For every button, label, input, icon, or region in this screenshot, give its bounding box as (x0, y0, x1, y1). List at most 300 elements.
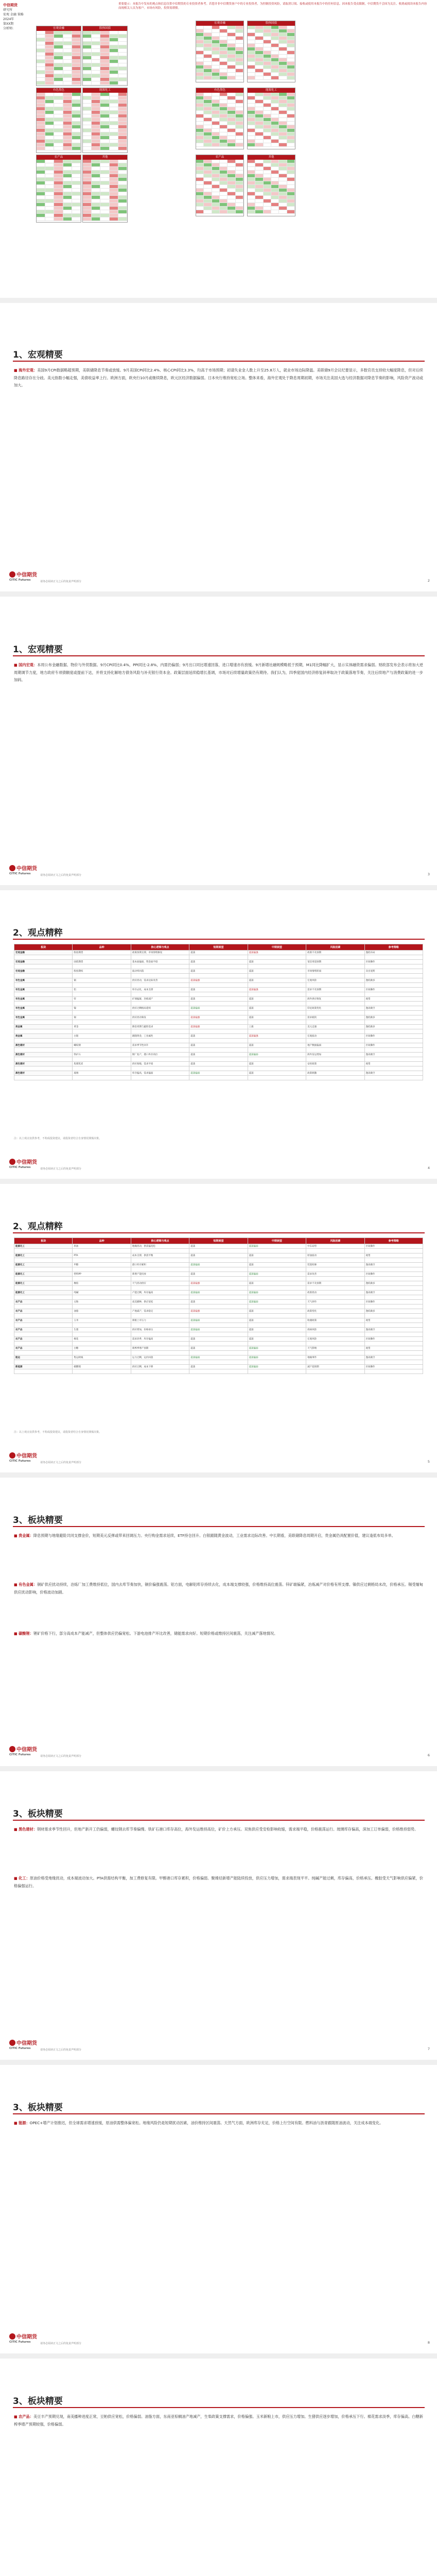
mini-table-cell (196, 178, 204, 181)
table-cell-empty (248, 964, 306, 969)
table-cell: 震荡 (248, 1309, 306, 1314)
mini-table-cell (248, 136, 255, 139)
mini-table-header: 能源化工 (83, 88, 127, 93)
mini-table-cell (196, 62, 204, 65)
mini-table-cell (63, 210, 72, 213)
mini-table-cell (72, 132, 81, 135)
mini-table-cell (83, 136, 92, 139)
section-heading: 3、板块精要 (13, 2396, 63, 2406)
table-cell: 市场情绪转弱 (306, 969, 364, 974)
mini-table-row (248, 69, 295, 73)
table-cell: 震荡偏弱 (189, 1263, 248, 1267)
sector-paragraph (14, 1875, 423, 1890)
table-cell: 震荡偏强 (248, 951, 306, 955)
table-cell: 能源化工 (14, 1272, 73, 1277)
mini-table-cell (37, 114, 45, 117)
mini-table-cell (37, 107, 45, 110)
table-cell: 农产品 (14, 1328, 73, 1332)
table-cell-empty (248, 974, 306, 978)
table-cell: 政策预期支撑，市场情绪修复 (131, 951, 189, 955)
table-cell-empty (73, 974, 131, 978)
table-cell-empty (131, 974, 189, 978)
table-cell-empty (248, 1304, 306, 1309)
mini-table-cell (287, 132, 295, 135)
mini-table-cell (45, 56, 54, 59)
mini-table-cell (212, 104, 220, 107)
mini-table-cell (271, 181, 279, 184)
mini-table-cell (236, 96, 243, 99)
mini-table-cell (228, 40, 235, 43)
mini-table-cell (271, 174, 279, 177)
mini-table-cell (279, 51, 287, 54)
mini-table-row (83, 60, 127, 63)
mini-table-row (37, 167, 81, 171)
mini-table-row (196, 44, 243, 47)
mini-table-cell (220, 69, 228, 72)
mini-table-cell (279, 96, 287, 99)
table-row (14, 969, 423, 974)
mini-table-cell (37, 203, 45, 206)
mini-table-cell (255, 40, 263, 43)
mini-table-cell (110, 171, 118, 174)
mini-table-cell (255, 114, 263, 117)
mini-table-row (37, 104, 81, 107)
table-row-spacer (14, 1295, 423, 1300)
mini-table-cell (204, 129, 212, 132)
mini-table-cell (212, 93, 220, 96)
table-cell: 印尼政策变化 (306, 1006, 364, 1011)
mini-table-row (37, 210, 81, 214)
mini-table-cell (100, 56, 109, 59)
mini-table-cell (271, 96, 279, 99)
table-row (14, 1244, 423, 1249)
mini-table-cell (255, 167, 263, 170)
table-cell: 震荡 (189, 1365, 248, 1369)
mini-table-cell (279, 136, 287, 139)
mini-table-cell (212, 181, 220, 184)
mini-table-row (196, 40, 243, 44)
page-sector-1 (0, 1478, 437, 1766)
mini-table-cell (45, 104, 54, 107)
bullet-icon: ■ (14, 1533, 19, 1538)
mini-table-row (248, 174, 295, 178)
mini-table-cell (37, 49, 45, 52)
mini-table-cell (37, 60, 45, 63)
mini-table-cell (248, 73, 255, 76)
mini-table-cell (72, 42, 81, 45)
paragraph-lead: 化工： (19, 1876, 30, 1880)
mini-table-cell (110, 217, 118, 221)
mini-table-cell (271, 167, 279, 170)
mini-table-cell (264, 199, 271, 202)
mini-table-cell (37, 178, 45, 181)
mini-table-cell (236, 37, 243, 40)
table-cell: 需求疲软 (306, 1015, 364, 1020)
mini-table-cell (279, 100, 287, 103)
mini-table-header: 宏观金融 (196, 21, 243, 26)
table-cell: 股指期权 (73, 969, 131, 974)
table-cell: 贵金属 (14, 1034, 73, 1039)
mini-table-cell (63, 53, 72, 56)
mini-table-cell (212, 100, 220, 103)
mini-table-cell (45, 132, 54, 135)
table-cell: 有色金属 (14, 997, 73, 1002)
mini-table-row (37, 96, 81, 100)
mini-table-cell (204, 136, 212, 139)
table-cell-empty (364, 1314, 423, 1318)
footer-disclaimer-note: 请务必阅读正文之后的免责声明部分 (40, 1755, 82, 1758)
mini-table-row (248, 207, 295, 210)
mini-table-cell (110, 107, 118, 110)
mini-table-cell (100, 81, 109, 84)
table-row-spacer (14, 1002, 423, 1006)
mini-table-row (248, 37, 295, 40)
mini-table-row (248, 40, 295, 44)
table-row-spacer (14, 1267, 423, 1272)
mini-table-cell (83, 42, 92, 45)
mini-table-cell (196, 140, 204, 143)
citic-logo (9, 1745, 37, 1758)
mini-table-cell (83, 31, 92, 34)
table-row-spacer (14, 1048, 423, 1053)
table-cell: 宏观金融 (14, 960, 73, 964)
mini-table-cell (264, 104, 271, 107)
mini-table-cell (204, 26, 212, 29)
table-cell: 震荡 (189, 1337, 248, 1342)
mini-table-cell (264, 29, 271, 32)
mini-table-row (83, 214, 127, 217)
mini-table-cell (110, 192, 118, 195)
mini-table-cell (271, 132, 279, 135)
page-separator (0, 885, 437, 890)
mini-table-cell (196, 100, 204, 103)
mini-table-cell (54, 136, 63, 139)
mini-table-row (83, 63, 127, 67)
mini-table-cell (100, 136, 109, 139)
table-cell: 区间操作 (364, 960, 423, 964)
table-cell: 黄金 (73, 1025, 131, 1029)
table-cell: 铝 (73, 988, 131, 992)
mini-table-cell (37, 53, 45, 56)
mini-table-cell (118, 45, 127, 48)
mini-table-cell (236, 33, 243, 36)
mini-table-cell (72, 181, 81, 184)
mini-table-cell (83, 129, 92, 132)
mini-table-row (196, 93, 243, 96)
mini-table-cell (212, 143, 220, 146)
mini-table-cell (248, 192, 255, 195)
mini-table-row (37, 132, 81, 136)
table-cell: 震荡 (248, 978, 306, 983)
mini-table-row (37, 181, 81, 185)
table-row (14, 1328, 423, 1332)
table-cell: 震荡 (189, 988, 248, 992)
table-cell: 中东局势 (306, 1244, 364, 1249)
mini-table-cell (196, 93, 204, 96)
mini-table-cell (196, 192, 204, 195)
mini-table-cell (212, 29, 220, 32)
table-cell-empty (189, 1020, 248, 1025)
table-cell: 成本支撑，供需平衡 (131, 1253, 189, 1258)
mini-table-cell (118, 178, 127, 181)
mini-table-cell (54, 49, 63, 52)
mini-table-row (196, 118, 243, 122)
mini-table-row (83, 189, 127, 192)
mini-table-cell (271, 40, 279, 43)
mini-table-cell (72, 122, 81, 125)
mini-table-cell (54, 189, 63, 192)
mini-table-cell (212, 171, 220, 174)
table-cell: 橡胶 (73, 1281, 131, 1286)
mini-table-cell (228, 47, 235, 50)
table-cell-empty (364, 1286, 423, 1291)
table-cell-empty (364, 974, 423, 978)
logo-text-en: CITIC Futures (9, 579, 31, 582)
mini-table-cell (63, 203, 72, 206)
mini-table-cell (220, 111, 228, 114)
table-cell: 基本面偏弱，资金面平稳 (131, 960, 189, 964)
mini-table-cell (110, 111, 118, 114)
section-rule (13, 361, 425, 362)
mini-table-cell (118, 181, 127, 184)
table-cell: 港口库存累积 (131, 1263, 189, 1267)
table-cell: 矿端偏紧，冶炼减产 (131, 997, 189, 1002)
sector-paragraph (14, 1630, 423, 1638)
mini-table-row (196, 132, 243, 136)
mini-table-cell (271, 37, 279, 40)
mini-table-cell (279, 69, 287, 72)
table-cell: 区间操作 (364, 1034, 423, 1039)
page-sector-4 (0, 2359, 437, 2576)
mini-table-cell (212, 26, 220, 29)
table-cell: 政策刺激 (306, 1071, 364, 1076)
mini-table-cell (287, 140, 295, 143)
mini-table-row (37, 56, 81, 60)
mini-table-cell (100, 78, 109, 81)
mini-table-cell (37, 167, 45, 170)
mini-table-cell (212, 163, 220, 166)
table-cell-empty (131, 1258, 189, 1263)
mini-table-cell (45, 74, 54, 77)
mini-table-cell (212, 111, 220, 114)
table-cell: 铜 (73, 978, 131, 983)
mini-table-cell (204, 181, 212, 184)
table-cell-empty (306, 1295, 364, 1300)
mini-table-cell (63, 196, 72, 199)
mini-table-cell (236, 93, 243, 96)
mini-table-cell (279, 107, 287, 110)
mini-table-cell (255, 73, 263, 76)
mini-table-cell (92, 143, 100, 146)
mini-table-cell (271, 210, 279, 213)
table-cell-empty (248, 992, 306, 997)
mini-table-row (196, 163, 243, 167)
mini-table-cell (264, 51, 271, 54)
table-cell-empty (248, 1020, 306, 1025)
mini-table-row (83, 210, 127, 214)
table-row (14, 1015, 423, 1020)
mini-table-cell (83, 147, 92, 150)
mini-table-cell (72, 74, 81, 77)
mini-table-cell (287, 37, 295, 40)
table-cell: 供应扰动频发 (131, 1015, 189, 1020)
footer-disclaimer-note: 请务必阅读正文之后的免责声明部分 (40, 580, 82, 583)
mini-table-cell (83, 71, 92, 74)
mini-table-cell (236, 76, 243, 79)
mini-table-cell (83, 132, 92, 135)
mini-table-cell (54, 118, 63, 121)
mini-table-row (248, 185, 295, 189)
table-cell: 震荡 (189, 1062, 248, 1066)
mini-table-cell (110, 163, 118, 166)
mini-table-cell (264, 140, 271, 143)
mini-table-cell (45, 118, 54, 121)
mini-table-row (83, 132, 127, 136)
mini-table-cell (37, 160, 45, 163)
mini-table-row (37, 196, 81, 199)
table-cell: 逢高做空 (364, 1071, 423, 1076)
cover-side-info (3, 3, 28, 31)
cover-mini-table (82, 155, 128, 223)
mini-table-cell (287, 196, 295, 199)
mini-table-cell (110, 199, 118, 202)
mini-table-cell (264, 37, 271, 40)
table-cell-empty (73, 1249, 131, 1253)
mini-table-cell (37, 38, 45, 41)
mini-table-cell (255, 203, 263, 206)
table-cell: 震荡 (189, 1034, 248, 1039)
mini-table-cell (45, 147, 54, 150)
mini-table-cell (248, 26, 255, 29)
cover-mini-table (247, 155, 295, 216)
mini-table-row (37, 185, 81, 189)
table-cell-empty (364, 1295, 423, 1300)
table-cell: 区间操作 (364, 988, 423, 992)
mini-table-cell (118, 143, 127, 146)
mini-table-cell (287, 26, 295, 29)
citic-logo (9, 864, 37, 877)
mini-table-row (248, 93, 295, 96)
mini-table-cell (228, 140, 235, 143)
table-cell: 国债期货 (73, 960, 131, 964)
section-rule (13, 2407, 425, 2408)
mini-table-cell (287, 163, 295, 166)
mini-table-cell (45, 111, 54, 114)
table-row-spacer (14, 1304, 423, 1309)
table-cell-empty (189, 1057, 248, 1062)
mini-table-cell (196, 47, 204, 50)
table-cell: 供应收缩，需求平稳 (131, 1062, 189, 1066)
mini-table-cell (220, 51, 228, 54)
mini-table-cell (236, 192, 243, 195)
table-cell-empty (189, 1304, 248, 1309)
table-cell: 波动率回落 (131, 969, 189, 974)
table-cell: 能源化工 (14, 1291, 73, 1295)
mini-table-cell (279, 33, 287, 36)
mini-table-cell (279, 47, 287, 50)
table-cell: 逢低做多 (364, 978, 423, 983)
mini-table-cell (54, 167, 63, 170)
mini-table-cell (212, 189, 220, 192)
table-cell-empty (14, 1057, 73, 1062)
mini-table-row (196, 210, 243, 214)
table-cell-empty (248, 1249, 306, 1253)
mini-table-cell (83, 181, 92, 184)
paragraph-lead: 碳酸锂： (19, 1631, 33, 1636)
mini-table-row (196, 47, 243, 51)
table-cell: 宏观金融 (14, 969, 73, 974)
mini-table-cell (204, 111, 212, 114)
mini-table-cell (220, 196, 228, 199)
mini-table-cell (196, 65, 204, 69)
mini-table-cell (100, 111, 109, 114)
mini-table-cell (248, 114, 255, 117)
table-cell: 供应增加，价格承压 (131, 1328, 189, 1332)
mini-table-cell (196, 181, 204, 184)
mini-table-cell (196, 125, 204, 128)
mini-table-cell (110, 31, 118, 34)
bullet-icon: ■ (14, 2121, 19, 2125)
mini-table-cell (220, 26, 228, 29)
mini-table-cell (236, 29, 243, 32)
mini-table-cell (271, 199, 279, 202)
table-cell-empty (131, 1369, 189, 1374)
table-cell: 白糖 (73, 1346, 131, 1351)
mini-table-row (196, 51, 243, 55)
table-cell-empty (248, 1029, 306, 1034)
mini-table-cell (92, 114, 100, 117)
mini-table-cell (37, 35, 45, 38)
mini-table-cell (54, 122, 63, 125)
mini-table-row (196, 65, 243, 69)
table-cell: 海外发运增加 (306, 1053, 364, 1057)
mini-table-cell (212, 167, 220, 170)
mini-table-cell (37, 71, 45, 74)
mini-table-cell (118, 93, 127, 96)
mini-table-cell (110, 214, 118, 217)
table-cell: 库存去化，成本支撑 (131, 988, 189, 992)
mini-table-cell (196, 51, 204, 54)
mini-table-cell (236, 181, 243, 184)
table-cell: 库存偏高，需求偏弱 (131, 1071, 189, 1076)
mini-table-cell (100, 203, 109, 206)
cover-mini-table (36, 155, 81, 223)
mini-table-row (248, 132, 295, 136)
table-header-cell: 短期展望 (189, 944, 248, 951)
table-cell-empty (189, 1314, 248, 1318)
mini-table-cell (212, 55, 220, 58)
mini-table-cell (110, 93, 118, 96)
page-number: 6 (427, 1753, 430, 1757)
mini-table-cell (63, 174, 72, 177)
cover-side-line: 2024年 (3, 18, 14, 21)
mini-table-cell (45, 199, 54, 202)
footer-disclaimer-note: 请务必阅读正文之后的免责声明部分 (40, 1167, 82, 1171)
mini-table-row (83, 140, 127, 143)
mini-table-cell (212, 132, 220, 135)
mini-table-cell (196, 111, 204, 114)
mini-table-cell (255, 51, 263, 54)
footer-disclaimer-note: 请务必阅读正文之后的免责声明部分 (40, 874, 82, 877)
mini-table-cell (63, 42, 72, 45)
mini-table-row (248, 47, 295, 51)
mini-table-row (37, 71, 81, 74)
mini-table-cell (45, 185, 54, 188)
mini-table-cell (287, 96, 295, 99)
mini-table-cell (63, 171, 72, 174)
mini-table-cell (271, 163, 279, 166)
mini-table-row (37, 31, 81, 35)
